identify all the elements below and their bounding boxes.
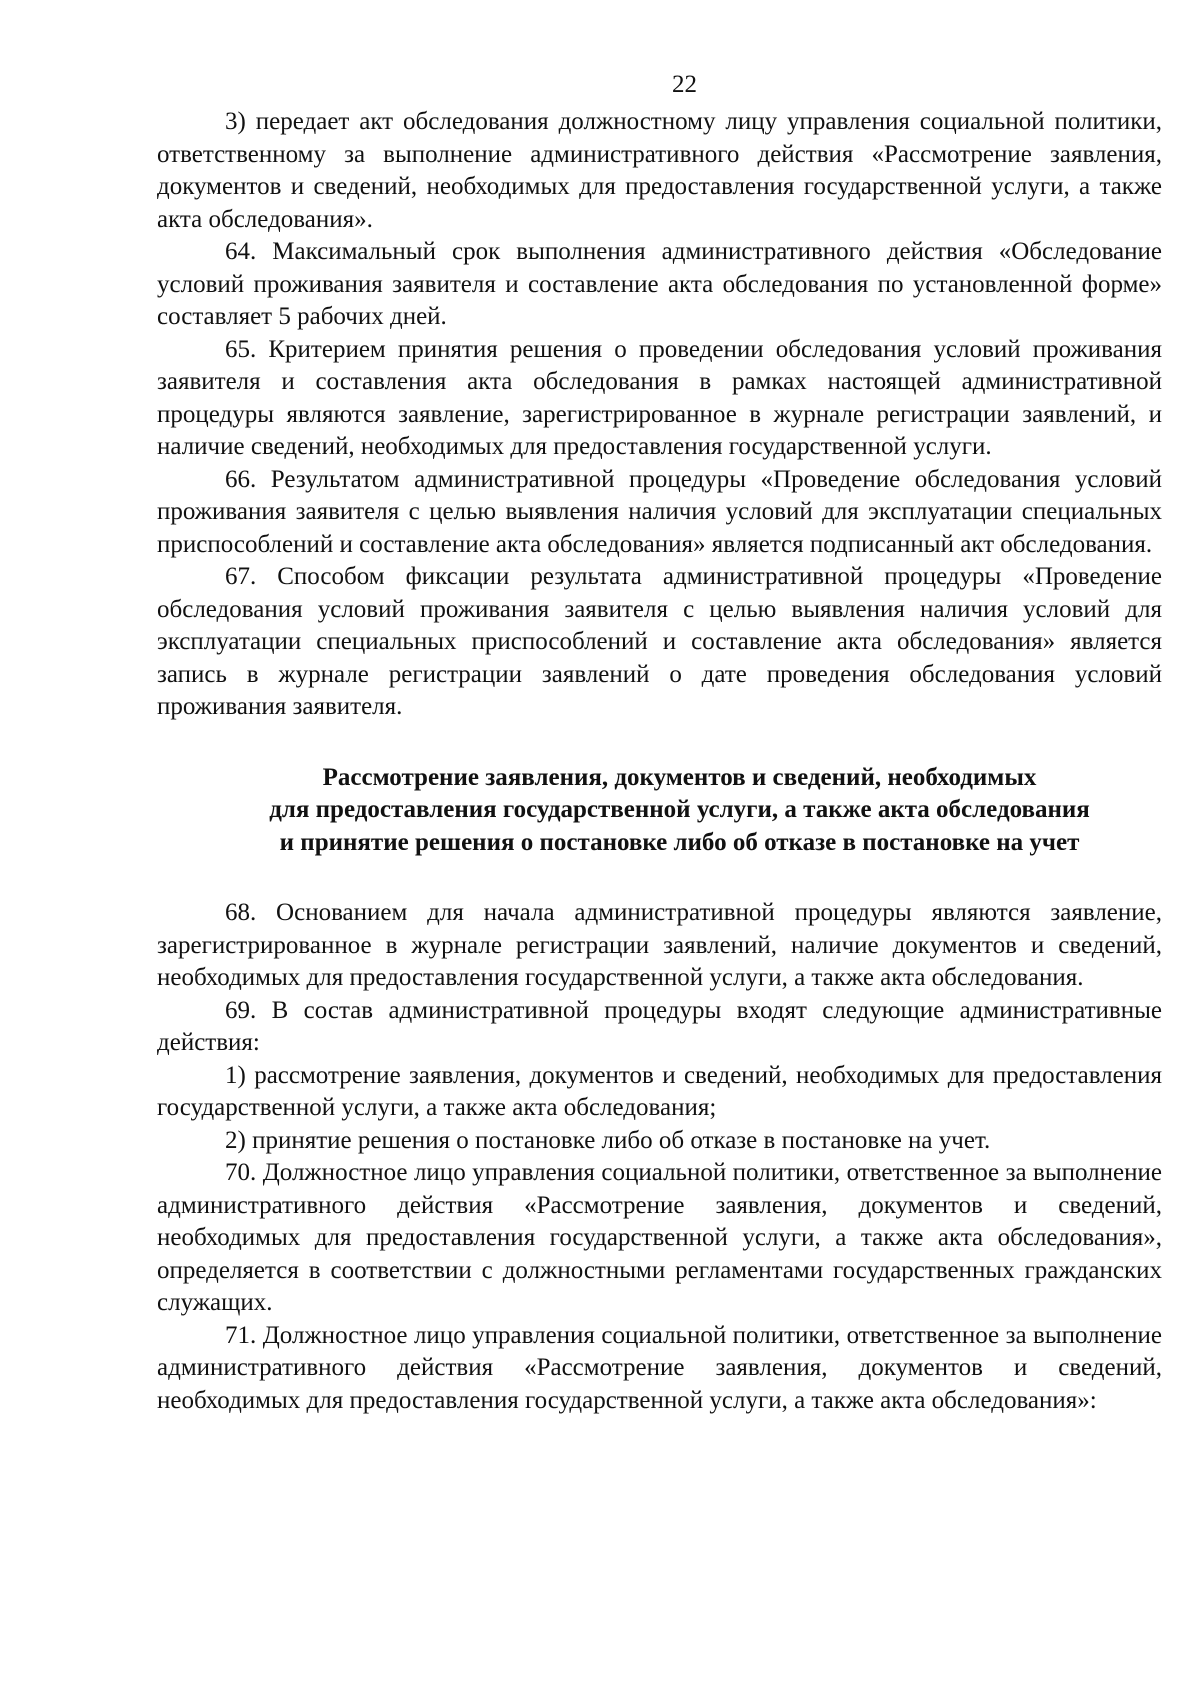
paragraph-67: 67. Способом фиксации результата административной процедуры «Проведение обследования условий проживания заявителя с целью выявления наличия условий для эксплуатации специальных приспособлений и составление акта обследования» является запись в журнале регистрации заявлений о дате проведения обследования условий проживания заявителя. <box>157 563 1162 720</box>
paragraph-69-item-1: 1) рассмотрение заявления, документов и сведений, необходимых для предоставления государственной услуги, а также акта обследования; <box>157 1061 1162 1121</box>
paragraph-64: 64. Максимальный срок выполнения административного действия «Обследование условий проживания заявителя и составление акта обследования по установленной форме» составляет 5 рабочих дней. <box>157 238 1162 330</box>
paragraph-66: 66. Результатом административной процедуры «Проведение обследования условий проживания заявителя с целью выявления наличия условий для эксплуатации специальных приспособлений и составление акта обследования» является подписанный акт обследования. <box>157 465 1162 558</box>
section-heading-line-2: для предоставления государственной услуги, а также акта обследования <box>269 796 1090 823</box>
section-heading-line-3: и принятие решения о постановке либо об отказе в постановке на учет <box>279 828 1080 856</box>
paragraph-68: 68. Основанием для начала административной процедуры являются заявление, зарегистрированное в журнале регистрации заявлений, наличие документов и сведений, необходимых для предоставления государственной услуги, а также акта обследования. <box>157 899 1162 991</box>
section-heading <box>157 762 1162 860</box>
paragraph-71: 71. Должностное лицо управления социальной политики, ответственное за выполнение административного действия «Рассмотрение заявления, документов и сведений, необходимых для предоставления государственной услуги, а также акта обследования»: <box>157 1321 1162 1414</box>
paragraph-70: 70. Должностное лицо управления социальной политики, ответственное за выполнение административного действия «Рассмотрение заявления, документов и сведений, необходимых для предоставления государственной услуги, а также акта обследования», определяется в соответствии с должностными регламентами государственных гражданских служащих. <box>157 1159 1162 1316</box>
paragraph-69-item-2: 2) принятие решения о постановке либо об отказе в постановке на учет. <box>225 1126 991 1154</box>
section-heading-line-1: Рассмотрение заявления, документов и сведений, необходимых <box>322 763 1037 791</box>
document-page <box>157 70 1162 1417</box>
paragraph-65: 65. Критерием принятия решения о проведении обследования условий проживания заявителя и составления акта обследования в рамках настоящей административной процедуры являются заявление, зарегистрированное в журнале регистрации заявлений, и наличие сведений, необходимых для предоставления государственной услуги. <box>157 335 1162 460</box>
page-number: 22 <box>672 71 697 98</box>
paragraph-69: 69. В состав административной процедуры входят следующие административные действия: <box>157 996 1162 1056</box>
paragraph-63-item-3: 3) передает акт обследования должностному лицу управления социальной политики, ответственному за выполнение административного действия «Рассмотрение заявления, документов и сведений, необходимых для предоставления государственной услуги, а также акта обследования». <box>157 108 1162 233</box>
